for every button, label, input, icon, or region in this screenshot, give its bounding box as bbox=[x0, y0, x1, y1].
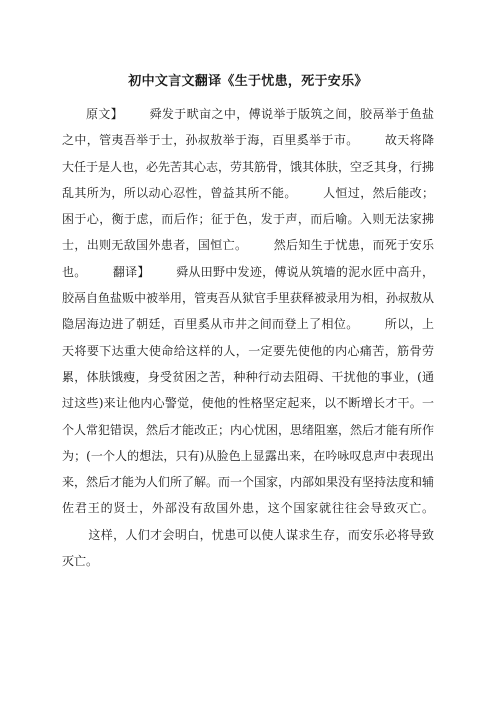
original-paragraph-3: 人恒过，然后能改；困于心，衡于虑，而后作；征于色，发于声，而后喻。入则无法家拂士，出则无敌国外患者，国恒亡。 bbox=[62, 185, 434, 253]
original-paragraph-4: 然后知生于忧患，而死于安乐也。 bbox=[62, 238, 434, 279]
translation-paragraph-1: 舜从田野中发迹，傅说从筑墙的泥水匠中高升，胶鬲自鱼盐贩中被举用，管夷吾从狱官手里获释被录用为相，孙叔敖从隐居海边进了朝廷，百里奚从市井之间而登上了相位。 bbox=[62, 264, 435, 332]
document-title: 初中文言文翻译《生于忧患，死于安乐》 bbox=[128, 74, 368, 89]
original-paragraph-2: 故天将降大任于是人也，必先苦其心志，劳其筋骨，饿其体肤，空乏其身，行拂乱其所为，所以动心忍性，曾益其所不能。 bbox=[62, 133, 435, 200]
original-text-label: 原文】 bbox=[86, 107, 124, 121]
translation-paragraph-3: 这样，人们才会明白，忧患可以使人谋求生存，而安乐必将导致灭亡。 bbox=[62, 527, 434, 569]
translation-paragraph-2: 所以，上天将要下达重大使命给这样的人，一定要先使他的内心痛苦，筋骨劳累，体肤饿瘦，身受贫困之苦，种种行动去阻碍、干扰他的事业，(通过这些)来让他内心警觉，使他的性格坚定起来，以不断增长才干。一个人常犯错误，然后才能改正；内心忧困，思绪阻塞，然后才能有所作为；(一个人的想法，只有)从脸色上显露出来，在吟咏叹息声中表现出来，然后才能为人们所了解。而一个国家，内部如果没有坚持法度和辅佐君王的贤士，外部没有敌国外患，这个国家就往往会导致灭亡。 bbox=[62, 317, 435, 516]
original-paragraph-1: 舜发于畎亩之中，傅说举于版筑之间，胶鬲举于鱼盐之中，管夷吾举于士，孙叔敖举于海，百里奚举于市。 bbox=[62, 107, 434, 148]
translation-label: 翻译】 bbox=[112, 264, 150, 279]
document-body bbox=[62, 101, 434, 574]
